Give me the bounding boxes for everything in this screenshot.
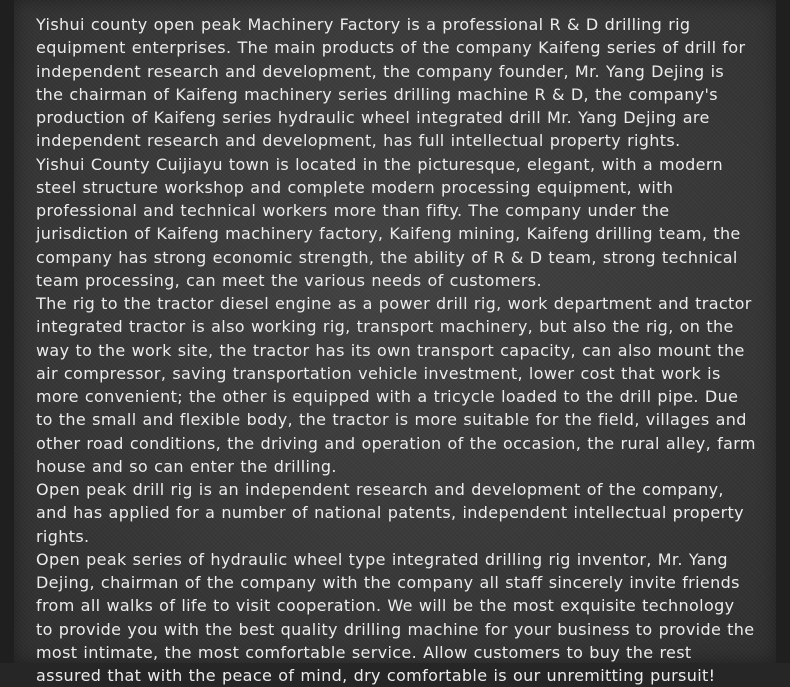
paragraph-company-intro: Yishui county open peak Machinery Factory is a professional R & D drilling rig equipment enterprises. The main products of the company Kaifeng series of drill for independent research and development, the company founder, Mr. Yang Dejing is the chairman of Kaifeng machinery series drilling machine R & D, the company's production of Kaifeng series hydraulic wheel integrated drill Mr. Yang Dejing are independent research and development, has full intellectual property rights. — [36, 15, 746, 151]
paragraph-invitation: Open peak series of hydraulic wheel type integrated drilling rig inventor, Mr. Yang Dejing, chairman of the company with the company all staff sincerely invite friends from all walks of life to visit cooperation. We will be the most exquisite technology to provide you with the best quality drilling machine for your business to provide the most intimate, the most comfortable service. Allow customers to buy the rest assured that with the peace of mind, dry comfortable is our unremitting pursuit! — [36, 549, 755, 685]
article-body — [36, 13, 756, 687]
content-panel — [14, 0, 776, 685]
paragraph-tractor-rig: The rig to the tractor diesel engine as a power drill rig, work department and tractor integrated tractor is also working rig, transport machinery, but also the rig, on the way to the work site, the tractor has its own transport capacity, can also mount the air compressor, saving transportation vehicle investment, lower cost that work is more convenient; the other is equipped with a tricycle loaded to the drill pipe. Due to the small and flexible body, the tractor is more suitable for the field, villages and other road conditions, the driving and operation of the occasion, the rural alley, farm house and so can enter the drilling. — [36, 294, 756, 476]
paragraph-patents: Open peak drill rig is an independent research and development of the company, and has applied for a number of national patents, independent intellectual property rights. — [36, 480, 744, 546]
paragraph-location-workshop: Yishui County Cuijiayu town is located in the picturesque, elegant, with a modern steel structure workshop and complete modern processing equipment, with professional and technical workers more than fifty. The company under the jurisdiction of Kaifeng machinery factory, Kaifeng mining, Kaifeng drilling team, the company has strong economic strength, the ability of R & D team, strong technical team processing, can meet the various needs of customers. — [36, 154, 741, 290]
